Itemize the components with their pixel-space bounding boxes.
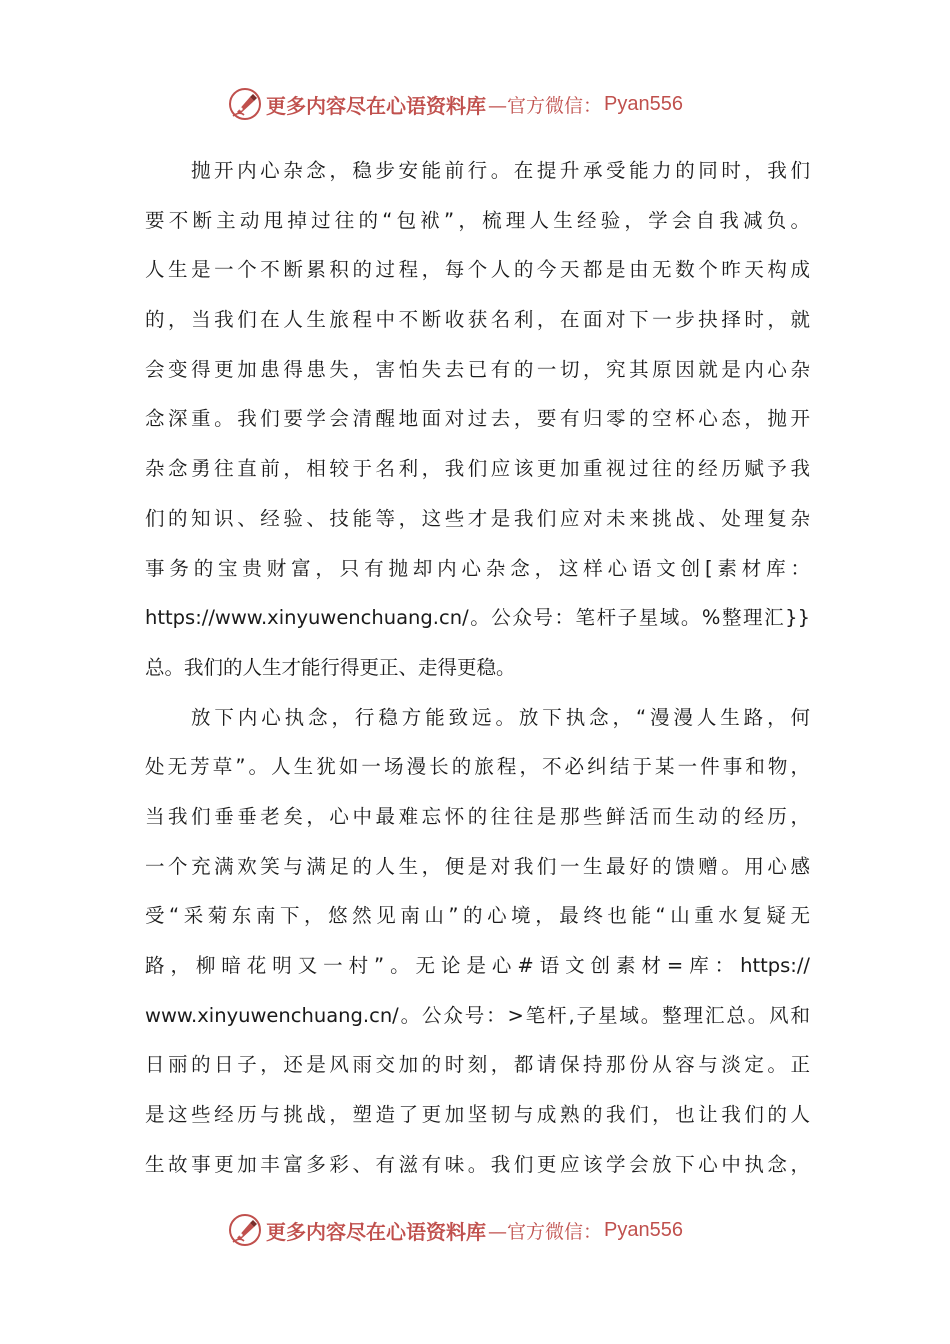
- text-line: 事务的宝贵财富，只有抛却内心杂念，这样心语文创[素材库：: [145, 556, 810, 580]
- text-line: 处无芳草”。人生犹如一场漫长的旅程，不必纠结于某一件事和物，: [145, 755, 810, 779]
- text-line: 们的知识、经验、技能等，这些才是我们应对未来挑战、处理复杂: [145, 506, 810, 530]
- text-line: 念深重。我们要学会清醒地面对过去，要有归零的空杯心态，抛开: [145, 407, 810, 431]
- banner-subtitle: —官方微信：: [488, 94, 603, 117]
- text-line: 日丽的日子，还是风雨交加的时刻，都请保持那份从容与淡定。正: [145, 1053, 810, 1077]
- banner-wechat-id: Pyan556: [604, 1218, 683, 1241]
- banner-subtitle: —官方微信：: [488, 1220, 603, 1243]
- banner-title: 更多内容尽在心语资料库: [266, 93, 486, 118]
- text-line: 要不断主动甩掉过往的“包袱”，梳理人生经验，学会自我减负。: [145, 208, 810, 232]
- text-line: 生故事更加丰富多彩、有滋有味。我们更应该学会放下心中执念，: [145, 1152, 810, 1176]
- text-line: https://www.xinyuwenchuang.cn/。公众号：笔杆子星域。%整理汇}}: [145, 606, 810, 630]
- text-line: 放下内心执念，行稳方能致远。放下执念，“漫漫人生路，何: [191, 705, 810, 729]
- text-line: 会变得更加患得患失，害怕失去已有的一切，究其原因就是内心杂: [145, 357, 810, 381]
- banner-wechat-id: Pyan556: [604, 92, 683, 115]
- article-body: [145, 146, 810, 1189]
- text-line: 路，柳暗花明又一村”。无论是心#语文创素材=库：https://: [145, 954, 810, 977]
- pen-nib-logo-icon: [228, 87, 262, 121]
- pen-nib-logo-icon: [228, 1213, 262, 1247]
- text-line: 总。我们的人生才能行得更正、走得更稳。: [145, 655, 516, 679]
- text-line: 当我们垂垂老矣，心中最难忘怀的往往是那些鲜活而生动的经历，: [145, 804, 810, 828]
- text-line: 一个充满欢笑与满足的人生，便是对我们一生最好的馈赠。用心感: [145, 854, 810, 878]
- text-line: 人生是一个不断累积的过程，每个人的今天都是由无数个昨天构成: [145, 258, 810, 282]
- text-line: 受“采菊东南下，悠然见南山”的心境，最终也能“山重水复疑无: [145, 904, 810, 928]
- footer-banner: [228, 1210, 683, 1250]
- text-line: 的，当我们在人生旅程中不断收获名利，在面对下一步抉择时，就: [145, 308, 810, 332]
- text-line: www.xinyuwenchuang.cn/。公众号：>笔杆,子星域。整理汇总。风和: [145, 1003, 810, 1027]
- banner-title: 更多内容尽在心语资料库: [266, 1219, 486, 1244]
- text-line: 是这些经历与挑战，塑造了更加坚韧与成熟的我们，也让我们的人: [145, 1103, 810, 1127]
- text-line: 杂念勇往直前，相较于名利，我们应该更加重视过往的经历赋予我: [145, 457, 810, 481]
- text-line: 抛开内心杂念，稳步安能前行。在提升承受能力的同时，我们: [191, 159, 810, 182]
- header-banner: [228, 84, 683, 124]
